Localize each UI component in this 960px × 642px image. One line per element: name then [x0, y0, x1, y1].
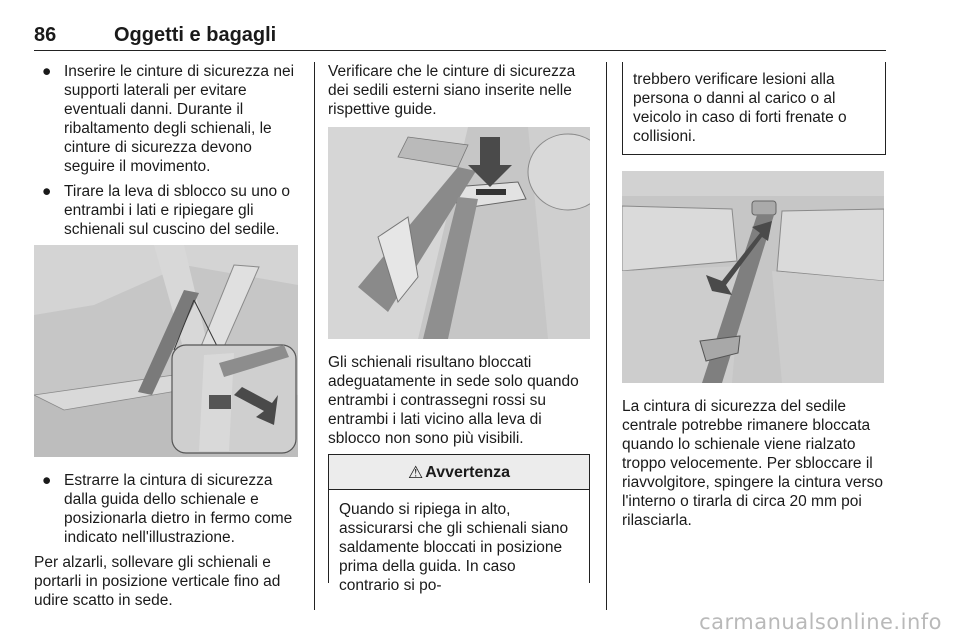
figure-belt-guide	[328, 127, 590, 339]
paragraph: La cintura di sicurezza del sedile centrale potrebbe rimanere bloccata quando lo schienale viene rialzato troppo velocemente. Per sbloccare il riavvolgitore, spingere la cintura verso l'interno o tirarla di circa 20 mm poi rilasciarla.	[622, 398, 884, 529]
warning-box-continued	[622, 62, 886, 155]
bullet-item	[34, 62, 300, 176]
bullet-item	[34, 471, 300, 547]
bullet-text: Tirare la leva di sblocco su uno o entrambi i lati e ripiegare gli schienali sul cuscino del sedile.	[64, 183, 291, 238]
column-divider	[606, 62, 607, 610]
bullet-text: Inserire le cinture di sicurezza nei supporti laterali per evitare eventuali danni. Durante il ribaltamento degli schienali, le cinture di sicurezza devono seguire il movimento.	[64, 63, 295, 175]
warning-triangle-icon: ⚠	[407, 462, 424, 482]
bullet-dot-icon: ●	[42, 472, 52, 489]
watermark: carmanualsonline.info	[699, 610, 942, 634]
column-3	[622, 62, 886, 536]
figure-seat-release-lever	[34, 245, 298, 457]
figure-center-seatbelt	[622, 171, 884, 383]
warning-box	[328, 454, 590, 594]
column-divider	[314, 62, 315, 610]
warning-header	[329, 455, 589, 490]
page-header	[34, 14, 886, 51]
column-2	[328, 62, 590, 594]
warning-text: trebbero verificare lesioni alla persona o danni al carico o al veicolo in caso di forti frenate o collisioni.	[633, 71, 847, 145]
paragraph: Gli schienali risultano bloccati adeguatamente in sede solo quando entrambi i contrassegni rossi su entrambi i lati vicino alla leva di sblocco non sono più visibili.	[328, 354, 579, 447]
paragraph: Per alzarli, sollevare gli schienali e portarli in posizione verticale fino ad udire scatto in sede.	[34, 554, 281, 609]
paragraph: Verificare che le cinture di sicurezza dei sedili esterni siano inserite nelle rispettive guide.	[328, 63, 576, 118]
bullet-item	[34, 182, 300, 239]
page-title: Oggetti e bagagli	[114, 24, 277, 46]
bullet-dot-icon: ●	[42, 63, 52, 80]
page-number: 86	[34, 24, 57, 46]
bullet-text: Estrarre la cintura di sicurezza dalla guida dello schienale e posizionarla dietro in fermo come indicato nell'illustrazione.	[64, 472, 293, 546]
column-1	[34, 62, 300, 616]
warning-heading: Avvertenza	[425, 463, 511, 481]
bullet-dot-icon: ●	[42, 183, 52, 200]
warning-body: Quando si ripiega in alto, assicurarsi che gli schienali siano saldamente bloccati in posizione prima della guida. In caso contrario si po-	[339, 501, 569, 594]
